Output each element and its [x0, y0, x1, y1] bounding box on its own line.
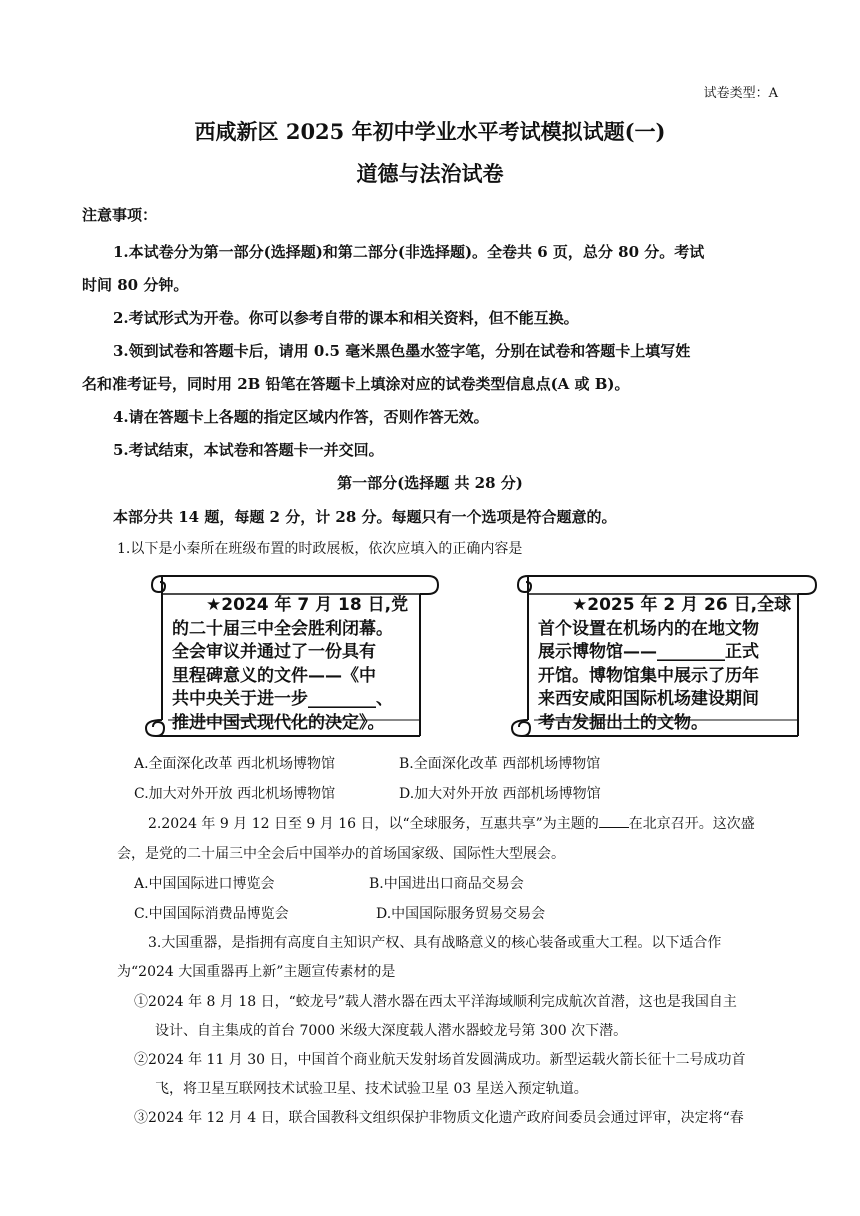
note-item-2: 2.考试形式为开卷。你可以参考自带的课本和相关资料，但不能互换。 [113, 309, 579, 327]
note-item-3: 3.领到试卷和答题卡后，请用 0.5 毫米黑色墨水签字笔，分别在试卷和答题卡上填写姓 [113, 342, 691, 360]
q2-option-c: C.中国国际消费品博览会 [134, 906, 289, 922]
q3-item-1: ①2024 年 8 月 18 日，“蛟龙号”载人潜水器在西太平洋海域顺利完成航次首潜，这也是我国自主 [134, 994, 737, 1010]
board-right-line-4: 开馆。博物馆集中展示了历年 [538, 665, 759, 686]
board-left-line-3: 全会审议并通过了一份具有 [172, 642, 376, 662]
notes-heading: 注意事项： [82, 206, 158, 224]
note-item-3-cont: 名和准考证号，同时用 2B 铅笔在答题卡上填涂对应的试卷类型信息点(A 或 B)。 [82, 375, 630, 393]
board-right-line-3: 展示博物馆——________正式 [538, 642, 759, 662]
q1-option-b: B.全面深化改革 西部机场博物馆 [399, 756, 601, 772]
q3-item-2: ②2024 年 11 月 30 日，中国首个商业航天发射场首发圆满成功。新型运载火箭长征十二号成功首 [134, 1052, 746, 1068]
board-right-line-6: 考古发掘出土的文物。 [538, 712, 708, 733]
q2-stem-after: 在北京召开。这次盛 [628, 816, 755, 832]
q2-blank [599, 815, 629, 828]
note-item-4: 4.请在答题卡上各题的指定区域内作答，否则作答无效。 [113, 408, 489, 426]
part1-heading: 第一部分(选择题 共 28 分) [337, 474, 523, 492]
part1-intro: 本部分共 14 题，每题 2 分，计 28 分。每题只有一个选项是符合题意的。 [113, 508, 617, 526]
q1-option-d: D.加大对外开放 西部机场博物馆 [399, 786, 601, 802]
board-left-line-6: 推进中国式现代化的决定》。 [172, 712, 385, 733]
board-left-line-1: ★2024 年 7 月 18 日,党 [206, 595, 409, 615]
q3-stem-line-2: 为“2024 大国重器再上新”主题宣传素材的是 [117, 964, 396, 980]
q3-item-1-cont: 设计、自主集成的首台 7000 米级大深度载人潜水器蛟龙号第 300 次下潜。 [155, 1023, 628, 1039]
q3-stem-line-1: 3.大国重器，是指拥有高度自主知识产权、具有战略意义的核心装备或重大工程。以下适合作 [148, 935, 722, 951]
q1-option-a: A.全面深化改革 西北机场博物馆 [134, 756, 336, 772]
q1-stem: 1.以下是小秦所在班级布置的时政展板，依次应填入的正确内容是 [117, 541, 523, 557]
exam-title: 西咸新区 2025 年初中学业水平考试模拟试题(一) [194, 119, 666, 144]
q1-board-left [132, 570, 442, 742]
board-left-line-4: 里程碑意义的文件——《中 [172, 665, 376, 686]
q3-item-3: ③2024 年 12 月 4 日，联合国教科文组织保护非物质文化遗产政府间委员会通过评审，决定将“春 [134, 1110, 744, 1126]
note-item-5: 5.考试结束，本试卷和答题卡一并交回。 [113, 441, 384, 459]
board-left-line-5: 共中央关于进一步________、 [172, 689, 393, 709]
q2-option-d: D.中国国际服务贸易交易会 [376, 906, 546, 922]
q2-stem-line-2: 会，是党的二十届三中全会后中国举办的首场国家级、国际性大型展会。 [117, 846, 565, 862]
board-right-line-1: ★2025 年 2 月 26 日,全球 [572, 595, 792, 615]
board-right-line-5: 来西安咸阳国际机场建设期间 [538, 689, 759, 709]
note-item-1-cont: 时间 80 分钟。 [82, 276, 189, 294]
note-item-1: 1.本试卷分为第一部分(选择题)和第二部分(非选择题)。全卷共 6 页，总分 80 分。考试 [113, 243, 705, 261]
board-right-line-2: 首个设置在机场内的在地文物 [538, 618, 759, 639]
q1-board-right [498, 570, 820, 742]
q2-option-b: B.中国进出口商品交易会 [369, 876, 524, 892]
q2-option-a: A.中国国际进口博览会 [134, 876, 275, 892]
q2-stem-before: 2.2024 年 9 月 12 日至 9 月 16 日，以“全球服务，互惠共享”为主题的 [148, 816, 599, 832]
q3-item-2-cont: 飞，将卫星互联网技术试验卫星、技术试验卫星 03 星送入预定轨道。 [155, 1081, 588, 1097]
exam-subtitle: 道德与法治试卷 [356, 161, 504, 186]
q1-option-c: C.加大对外开放 西北机场博物馆 [134, 786, 336, 802]
q2-stem-line-1 [148, 813, 755, 835]
board-left-line-2: 的二十届三中全会胜利闭幕。 [172, 618, 393, 639]
paper-type-label: 试卷类型：A [703, 86, 778, 101]
